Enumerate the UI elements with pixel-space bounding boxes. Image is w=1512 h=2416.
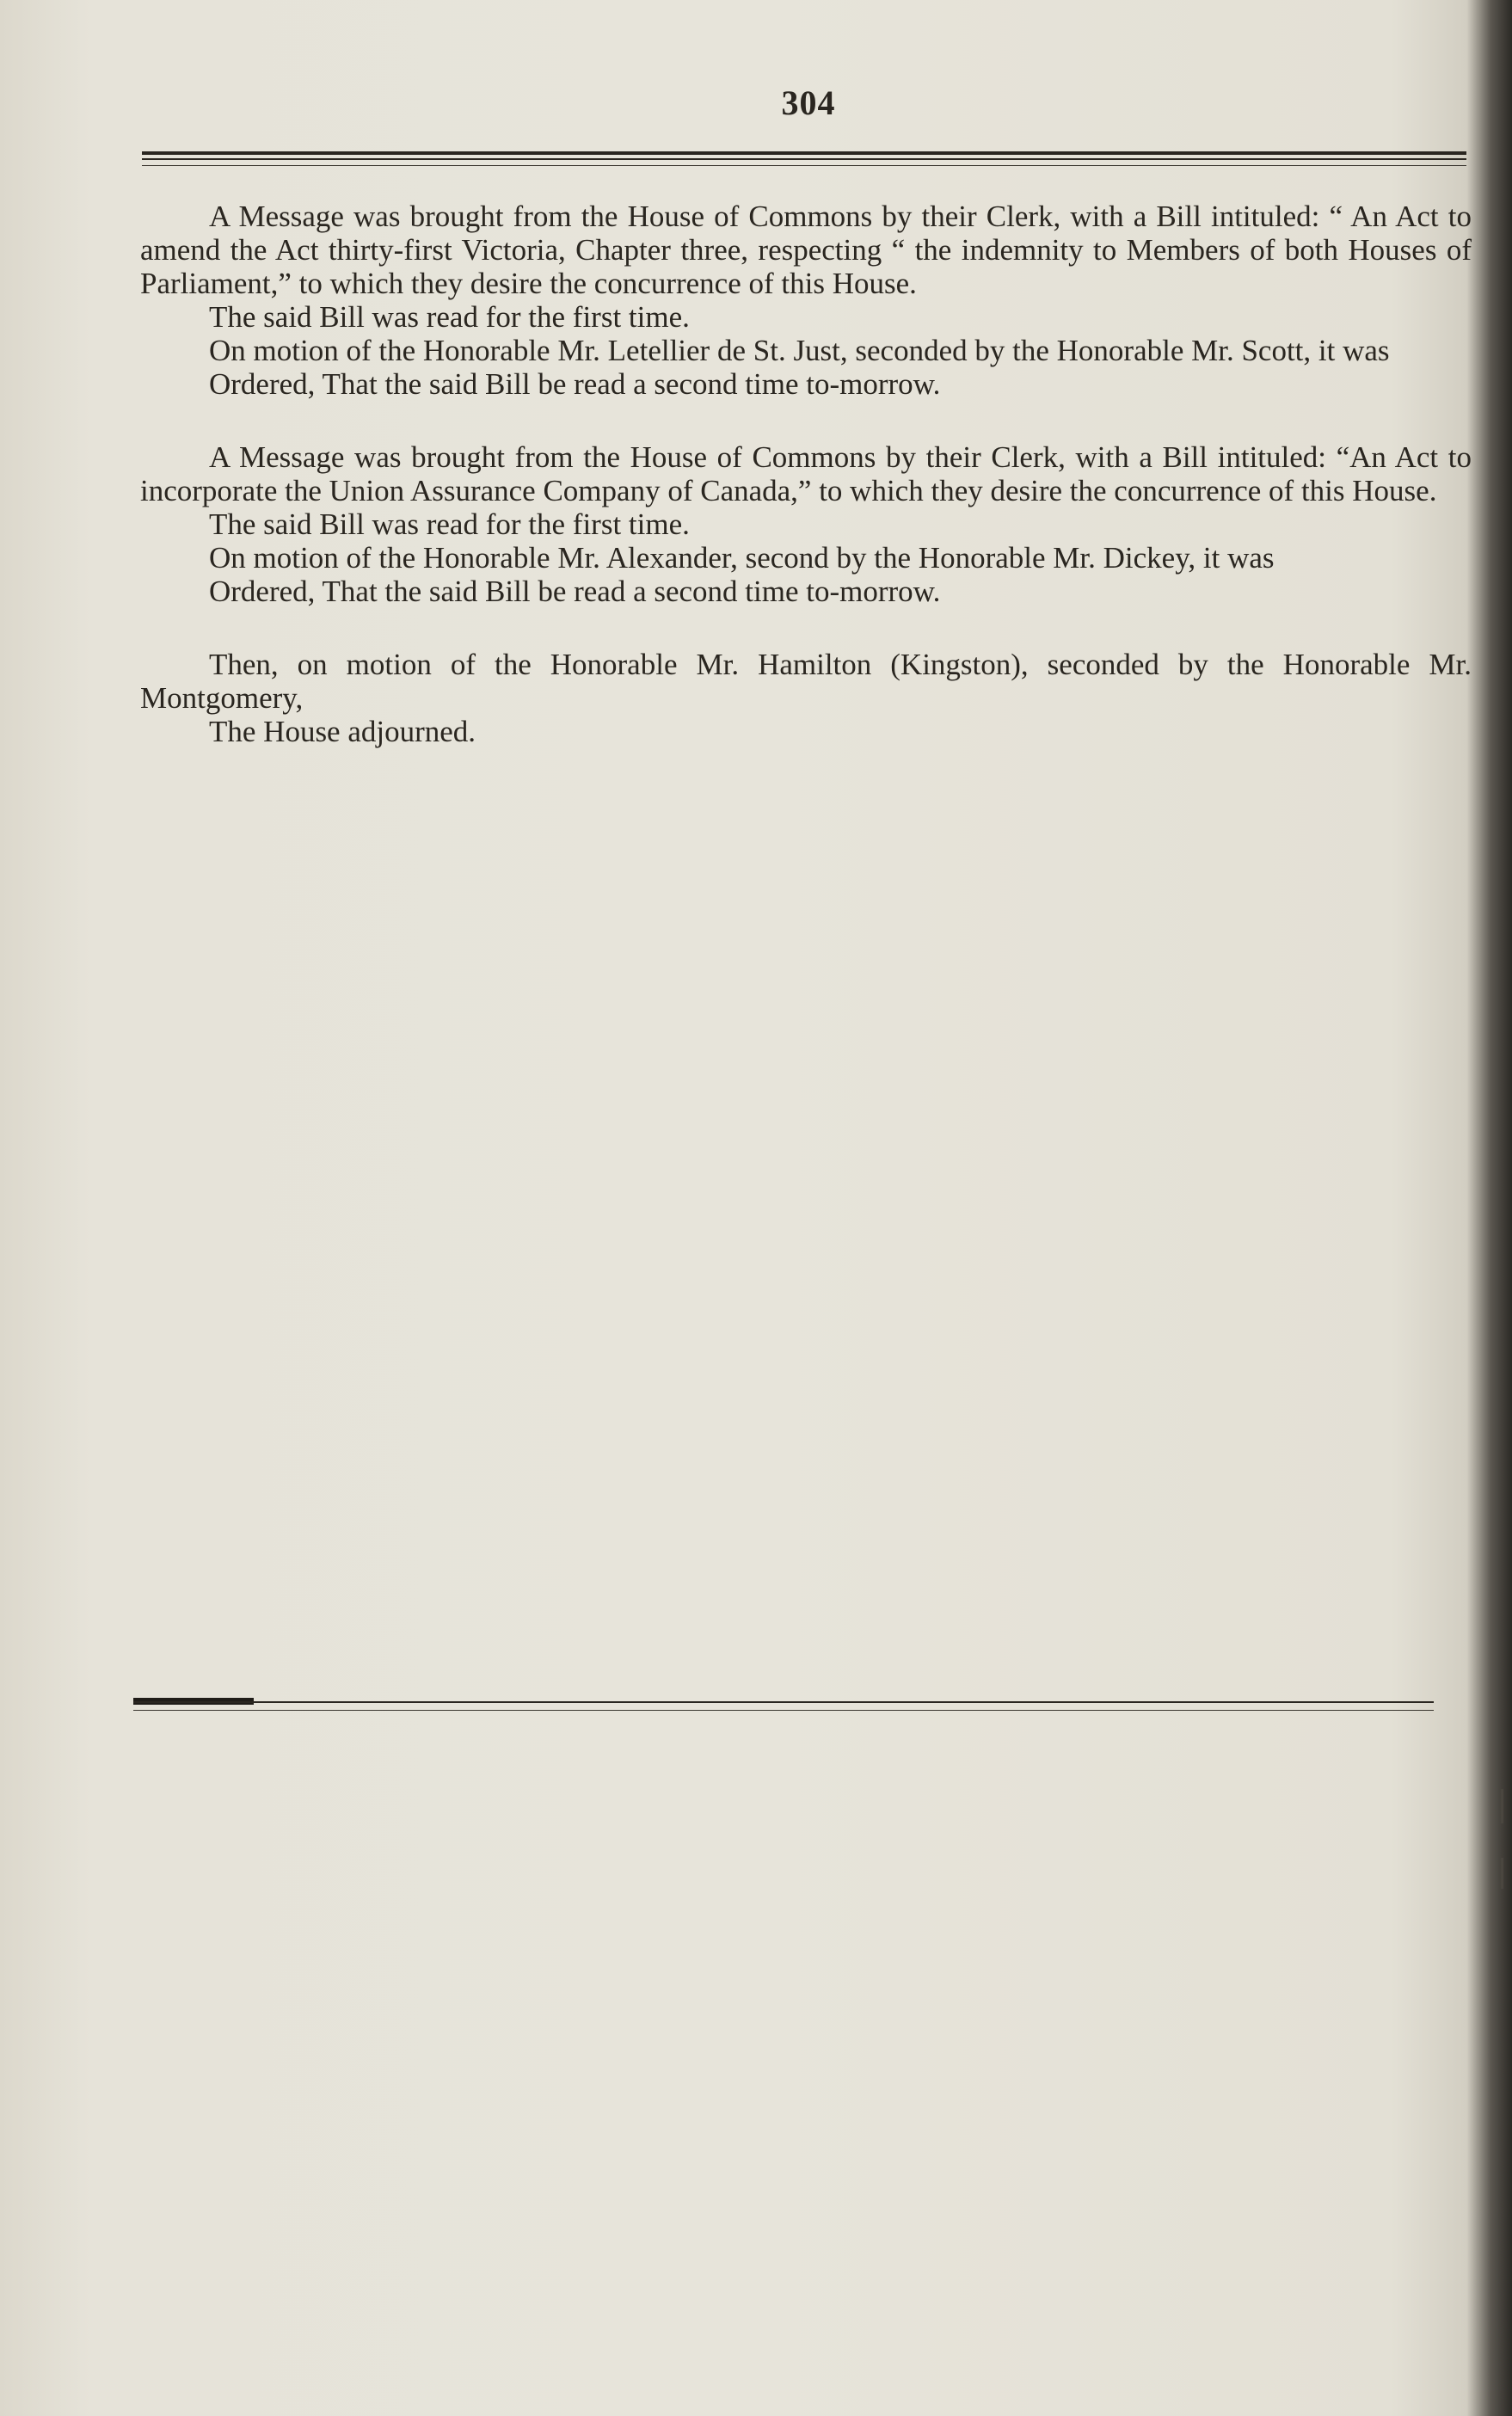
header-double-rule	[142, 151, 1466, 160]
entry-adjournment	[140, 648, 1472, 748]
first-reading-paragraph: The said Bill was read for the first time.	[209, 507, 690, 541]
message-paragraph: A Message was brought from the House of Commons by their Clerk, with a Bill intituled: “ An Act to amend the Act thirty-first Victoria, Chapter three, respecting “ the indemnity to Members of both Houses of Parliament,” to which they desire the concurrence of this House.	[140, 200, 1472, 300]
footer-rule	[133, 1701, 1434, 1703]
entry-commons-message-union-assurance	[140, 440, 1472, 608]
header-thin-rule	[142, 165, 1466, 166]
first-reading-paragraph: The said Bill was read for the first time.	[209, 300, 690, 334]
adjournment-motion-paragraph: Then, on motion of the Honorable Mr. Hamilton (Kingston), seconded by the Honorable Mr. Montgomery,	[140, 648, 1472, 715]
motion-paragraph: On motion of the Honorable Mr. Alexander, second by the Honorable Mr. Dickey, it was	[209, 541, 1275, 575]
message-paragraph: A Message was brought from the House of Commons by their Clerk, with a Bill intituled: “An Act to incorporate the Union Assurance Company of Canada,” to which they desire the concurrence of this House.	[140, 440, 1472, 507]
order-paragraph: Ordered, That the said Bill be read a second time to-morrow.	[209, 367, 941, 401]
binding-mark	[1501, 1789, 1503, 1823]
page-number: 304	[781, 83, 836, 122]
motion-paragraph: On motion of the Honorable Mr. Letellier de St. Just, seconded by the Honorable Mr. Scott, it was	[209, 334, 1390, 367]
footer-thin-rule	[133, 1710, 1434, 1711]
proceedings-text	[140, 200, 1472, 788]
entry-commons-message-indemnity	[140, 200, 1472, 401]
binding-mark	[1501, 1858, 1503, 1889]
order-paragraph: Ordered, That the said Bill be read a second time to-morrow.	[209, 575, 941, 608]
adjournment-paragraph: The House adjourned.	[209, 715, 476, 748]
